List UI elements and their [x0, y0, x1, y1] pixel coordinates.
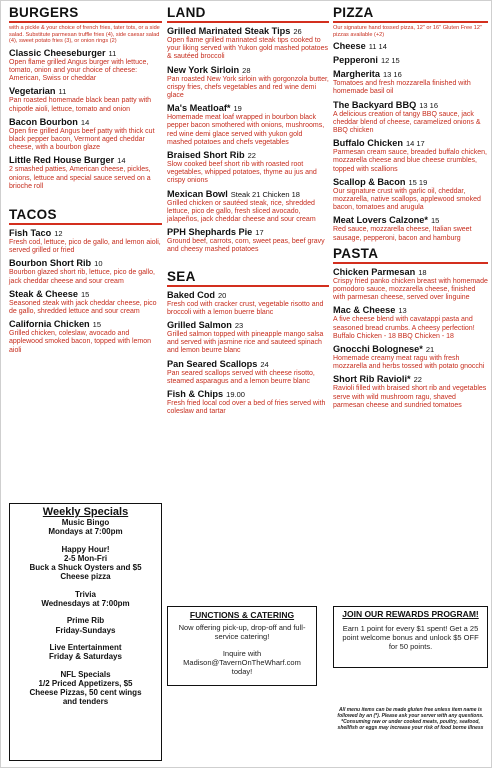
menu-item — [9, 48, 162, 84]
menu-item-price: 12 15 — [380, 56, 400, 66]
menu-item-price: 14 — [117, 156, 126, 166]
menu-item-price: 26 — [293, 27, 302, 36]
menu-item-title: Steak & Cheese — [9, 288, 78, 299]
menu-item-title: The Backyard BBQ — [333, 99, 417, 110]
menu-item-name — [333, 177, 488, 188]
menu-item-title: Vegetarian — [9, 86, 56, 97]
menu-item-name — [167, 320, 329, 331]
weekly-special-line: NFL Specials — [60, 669, 111, 679]
right-column — [333, 5, 488, 410]
menu-item-title: Mac & Cheese — [333, 305, 396, 316]
menu-item — [167, 389, 329, 416]
menu-item-description: Grilled chicken, coleslaw, avocado and applewood smoked bacon, topped with lemon aioli — [9, 330, 152, 354]
menu-item-description: Crispy fried panko chicken breast with homemade pomodoro sauce, mozzarella cheese, finished with parmesan cheese, served over linguine — [333, 277, 488, 302]
functions-contact[interactable]: Inquire with Madison@TavernOnTheWharf.com today! — [183, 649, 301, 676]
weekly-special-line: Prime Rib — [66, 616, 105, 626]
weekly-special-line: Live Entertainment — [49, 642, 122, 652]
menu-item-name — [9, 258, 162, 269]
menu-item-description: Fresh fried local cod over a bed of fries served with coleslaw and tartar — [167, 400, 326, 416]
menu-item-name — [9, 86, 162, 97]
burgers-note: with a pickle & your choice of french fries, tater tots, or a side salad. Substitute parmesan truffle fries (4), side caesar salad (4), sweet potato fries (3), or onion rings (2) — [9, 25, 160, 45]
sea-list — [167, 290, 329, 417]
functions-title: FUNCTIONS & CATERING — [189, 610, 295, 620]
menu-item-description: 2 smashed patties, American cheese, pickles, onions, lettuce and special sauce served on a brioche roll — [9, 166, 151, 190]
menu-item-name — [167, 103, 329, 114]
menu-item-description: Our signature crust with garlic oil, cheddar, mozzarella, native scallops, applewood smoked bacon, tomatoes and arugula — [333, 187, 481, 212]
menu-item — [9, 155, 162, 191]
menu-item — [9, 289, 162, 316]
menu-item-price: 22 — [247, 151, 256, 161]
menu-item-title: Grilled Marinated Steak Tips — [167, 26, 291, 36]
menu-item-description: Grilled chicken or sautéed steak, rice, shredded lettuce, pico de gallo, fresh sliced avocado, jalapeños, jack cheddar cheese and sour cream — [167, 199, 316, 224]
rewards-text: Earn 1 point for every $1 spent! Get a 25 point welcome bonus and unlock $5 OFF for 50 points. — [342, 624, 479, 651]
menu-item-name — [167, 65, 329, 76]
menu-item-title: Braised Short Rib — [167, 150, 245, 161]
menu-item-price: 15 — [430, 216, 440, 226]
menu-item-price: 20 — [218, 290, 227, 300]
pizza-note: Our signature hand tossed pizza, 12" or 16" Gluten Free 12" pizzas available (+2) — [333, 25, 482, 38]
menu-item-description: Pan roasted homemade black bean patty with chipotle aioli, lettuce, tomato and onion — [9, 97, 152, 113]
menu-item-description: Open fire grilled Angus beef patty with thick cut black pepper bacon, Vermont aged cheddar cheese, with a bourbon glaze — [9, 127, 155, 152]
menu-item — [167, 359, 329, 386]
menu-item — [333, 177, 488, 213]
menu-item-name — [333, 41, 488, 52]
menu-item-description: Tomatoes and fresh mozzarella finished with homemade basil oil — [333, 80, 471, 96]
weekly-special-line: Mondays at 7:00pm — [48, 527, 123, 537]
menu-item-description: Bourbon glazed short rib, lettuce, pico de gallo, jack cheddar cheese and sour cream — [9, 269, 155, 285]
menu-item-description: A delicious creation of tangy BBQ sauce, jack cheddar blend of cheese, caramelized onions & BBQ chicken — [333, 110, 481, 134]
menu-item-name — [333, 100, 488, 111]
menu-item-description: Fresh cod, lettuce, pico de gallo, and lemon aioli, served grilled or fried — [9, 239, 161, 255]
weekly-special-line: Cheese pizza — [60, 572, 111, 582]
menu-item-price: 15 — [80, 289, 90, 299]
menu-item-title: Mexican Bowl — [167, 188, 228, 199]
weekly-specials-title: Weekly Specials — [42, 506, 129, 518]
menu-item — [333, 100, 488, 136]
menu-item-title: Pan Seared Scallops — [167, 358, 258, 369]
menu-item-name — [333, 215, 488, 226]
menu-item-price: 24 — [260, 359, 269, 369]
special-spacer — [13, 662, 158, 670]
menu-item-description: Open flame grilled marinated steak tips cooked to your liking served with Yukon gold mashed potatoes & sautéed broccoli — [167, 37, 328, 61]
menu-item-name — [167, 227, 329, 238]
menu-item-name — [333, 344, 488, 355]
menu-item-name — [9, 155, 162, 166]
menu-item — [167, 150, 329, 186]
menu-item-title: New York Sirloin — [167, 64, 240, 75]
menu-item-title: Classic Cheeseburger — [9, 47, 106, 58]
weekly-special-line: 1/2 Priced Appetizers, $5 — [38, 678, 133, 688]
special-spacer — [13, 635, 158, 643]
menu-item-name — [333, 138, 488, 149]
special-spacer — [13, 582, 158, 590]
menu-item-title: Fish Taco — [9, 228, 52, 239]
menu-item-description: Homemade meat loaf wrapped in bourbon black pepper bacon smothered with onions, mushrooms, red wine demi glace served with yukon gold mashed potatoes and chefs vegetables — [167, 114, 325, 146]
weekly-special-line: Cheese Pizzas, 50 cent wings — [29, 688, 142, 698]
menu-item-price: 13 16 — [419, 100, 439, 110]
menu-item-price: 12 — [54, 229, 63, 239]
special-spacer — [13, 537, 158, 545]
menu-item — [9, 258, 162, 285]
menu-item-price: 19.00 — [226, 390, 245, 400]
weekly-special-line: Buck a Shuck Oysters and $5 — [29, 563, 142, 573]
menu-item-title: Baked Cod — [167, 289, 215, 300]
menu-item-name — [333, 374, 488, 385]
menu-item — [333, 267, 488, 303]
menu-item-description: Open flame grilled Angus burger with lettuce, tomato, onion and your choice of cheese: American, Swiss or cheddar — [9, 58, 149, 83]
menu-item — [333, 41, 488, 52]
menu-item — [9, 319, 162, 355]
menu-item-price: Steak 21 Chicken 18 — [230, 189, 300, 199]
weekly-special-line: Friday-Sundays — [55, 625, 116, 635]
menu-item — [333, 305, 488, 341]
sea-heading: SEA — [167, 269, 329, 287]
menu-item-name — [167, 150, 329, 161]
menu-item-name — [9, 117, 162, 128]
menu-item-price: 19 — [233, 104, 242, 114]
left-column — [9, 5, 162, 355]
rewards-title: JOIN OUR REWARDS PROGRAM! — [342, 609, 479, 619]
menu-item-description: Pan roasted New York sirloin with gorgonzola butter, crispy fries, chefs vegetables and red wine demi glace — [167, 75, 329, 100]
menu-item-name — [167, 189, 329, 200]
pizza-heading: PIZZA — [333, 5, 488, 23]
menu-item-name — [333, 305, 488, 316]
pizza-list — [333, 41, 488, 243]
menu-item-price: 22 — [413, 375, 422, 385]
menu-item-price: 15 — [92, 320, 102, 330]
functions-catering-box — [167, 606, 317, 686]
weekly-specials-box — [9, 503, 162, 761]
menu-item-description: A five cheese blend with cavatappi pasta and seasoned bread crumbs. A cheesy perfection! Buffalo Chicken - 18 BBQ Chicken - 18 — [333, 316, 475, 340]
tacos-list — [9, 228, 162, 355]
menu-item-title: Gnocchi Bolognese* — [333, 344, 423, 355]
menu-item — [333, 374, 488, 410]
menu-item-price: 21 — [425, 345, 435, 355]
pasta-heading: PASTA — [333, 246, 488, 264]
menu-item — [167, 320, 329, 356]
menu-item-price: 17 — [255, 228, 264, 238]
menu-item-description: Pan seared scallops served with cheese risotto, steamed asparagus and a lemon beurre blanc — [167, 369, 315, 385]
menu-item-title: Fish & Chips — [167, 389, 224, 400]
menu-item-description: Homemade creamy meat ragu with fresh mozzarella and herbs tossed with potato gnocchi — [333, 355, 485, 371]
menu-item-price: 18 — [418, 267, 427, 277]
weekly-special-line: Happy Hour! — [61, 544, 110, 554]
menu-item-price: 13 — [398, 306, 407, 316]
menu-item-title: PPH Shephards Pie — [167, 227, 253, 238]
menu-item-name — [333, 69, 488, 80]
menu-item-price: 15 19 — [408, 177, 428, 187]
weekly-special-line: Trivia — [75, 589, 96, 599]
menu-item-title: Ma's Meatloaf* — [167, 103, 231, 114]
menu-item-price: 11 — [58, 87, 67, 97]
weekly-special-line: Music Bingo — [61, 518, 110, 527]
menu-item — [167, 227, 329, 254]
menu-item-price: 14 17 — [405, 139, 425, 149]
burgers-heading: BURGERS — [9, 5, 162, 23]
menu-item — [333, 55, 488, 66]
menu-item-price: 13 16 — [382, 70, 402, 80]
menu-item-price: 11 — [108, 48, 117, 58]
menu-item-price: 23 — [234, 321, 244, 331]
menu-item-title: Bacon Bourbon — [9, 116, 78, 127]
menu-item-description: Fresh cod with cracker crust, vegetable risotto and broccoli with a lemon buerre blanc — [167, 300, 324, 316]
menu-item — [333, 69, 488, 96]
menu-item-title: Chicken Parmesan — [333, 266, 416, 277]
menu-item-title: Scallop & Bacon — [333, 176, 406, 187]
menu-item — [9, 228, 162, 255]
menu-item-description: Red sauce, mozzarella cheese, Italian sweet sausage, pepperoni, bacon and hamburg — [333, 226, 472, 242]
menu-item-description: Seasoned steak with jack cheddar cheese, pico de gallo, shredded lettuce and sour cream — [9, 299, 157, 316]
land-list — [167, 26, 329, 255]
special-spacer — [13, 608, 158, 616]
menu-item-name — [333, 55, 488, 66]
weekly-special-line: Friday & Saturdays — [49, 652, 122, 662]
menu-item-description: Ravioli filled with braised short rib and vegetables serve with wild mushroom ragu, shaved parmesan cheese and sundried tomatoes — [333, 385, 487, 409]
menu-item-price: 11 14 — [368, 42, 387, 52]
menu-item-name — [167, 26, 329, 37]
allergy-disclaimer: All menu items can be made gluten free unless item name is followed by an (*). Please ask your server with any questions. *Consuming raw or under cooked meats, poultry, seafood, shellfish or eggs may increase your risk of food borne illness — [337, 707, 484, 731]
land-heading: LAND — [167, 5, 329, 23]
menu-item-title: Margherita — [333, 69, 380, 80]
burgers-list — [9, 48, 162, 191]
menu-item-title: California Chicken — [9, 319, 90, 330]
weekly-special-line: 2-5 Mon-Fri — [63, 553, 108, 563]
menu-item-title: Meat Lovers Calzone* — [333, 215, 428, 226]
menu-item — [9, 117, 162, 153]
menu-item-name — [9, 319, 162, 330]
menu-item-name — [167, 290, 329, 301]
menu-item-description: Slow cooked beef short rib with roasted root vegetables, whipped potatoes, thyme au jus and crispy onions — [167, 161, 317, 185]
menu-item — [167, 26, 329, 62]
tacos-heading: TACOS — [9, 207, 162, 225]
menu-item-name — [167, 389, 329, 400]
menu-item-title: Little Red House Burger — [9, 155, 115, 166]
menu-item-price: 28 — [242, 65, 251, 75]
menu-item — [9, 86, 162, 113]
weekly-special-line: and tenders — [62, 697, 109, 707]
menu-item-name — [9, 289, 162, 300]
menu-item-title: Cheese — [333, 41, 366, 52]
menu-item-name — [9, 48, 162, 59]
rewards-program-box — [333, 606, 488, 668]
menu-item — [167, 65, 329, 101]
menu-item-name — [167, 359, 329, 370]
menu-item — [333, 138, 488, 174]
menu-item-description: Ground beef, carrots, corn, sweet peas, beef gravy and cheesy mashed potatoes — [167, 238, 325, 254]
pasta-list — [333, 267, 488, 410]
menu-item-title: Pepperoni — [333, 55, 378, 66]
menu-item-title: Short Rib Ravioli* — [333, 374, 411, 385]
menu-item-title: Bourbon Short Rib — [9, 258, 92, 269]
menu-item-title: Buffalo Chicken — [333, 138, 403, 149]
menu-item-title: Grilled Salmon — [167, 320, 232, 331]
menu-item — [167, 290, 329, 317]
menu-item-description: Grilled salmon topped with pineapple mango salsa and served with jasmine rice and sauteed spinach and lemon beurre blanc — [167, 331, 324, 355]
middle-column — [167, 5, 329, 416]
menu-item — [167, 189, 329, 225]
weekly-special-line: Wednesdays at 7:00pm — [41, 599, 130, 609]
menu-item-name — [9, 228, 162, 239]
menu-item-price: 10 — [94, 259, 103, 269]
menu-item — [333, 215, 488, 242]
menu-item-name — [333, 267, 488, 278]
menu-item — [333, 344, 488, 371]
functions-text: Now offering pick-up, drop-off and full-service catering! — [178, 623, 306, 641]
menu-item-description: Parmesan cream sauce, breaded buffalo chicken, mozzarella cheese and blue cheese crumbles, topped with scallions — [333, 149, 487, 173]
menu-item-price: 14 — [80, 117, 90, 127]
weekly-specials-list — [13, 518, 158, 707]
menu-item — [167, 103, 329, 147]
